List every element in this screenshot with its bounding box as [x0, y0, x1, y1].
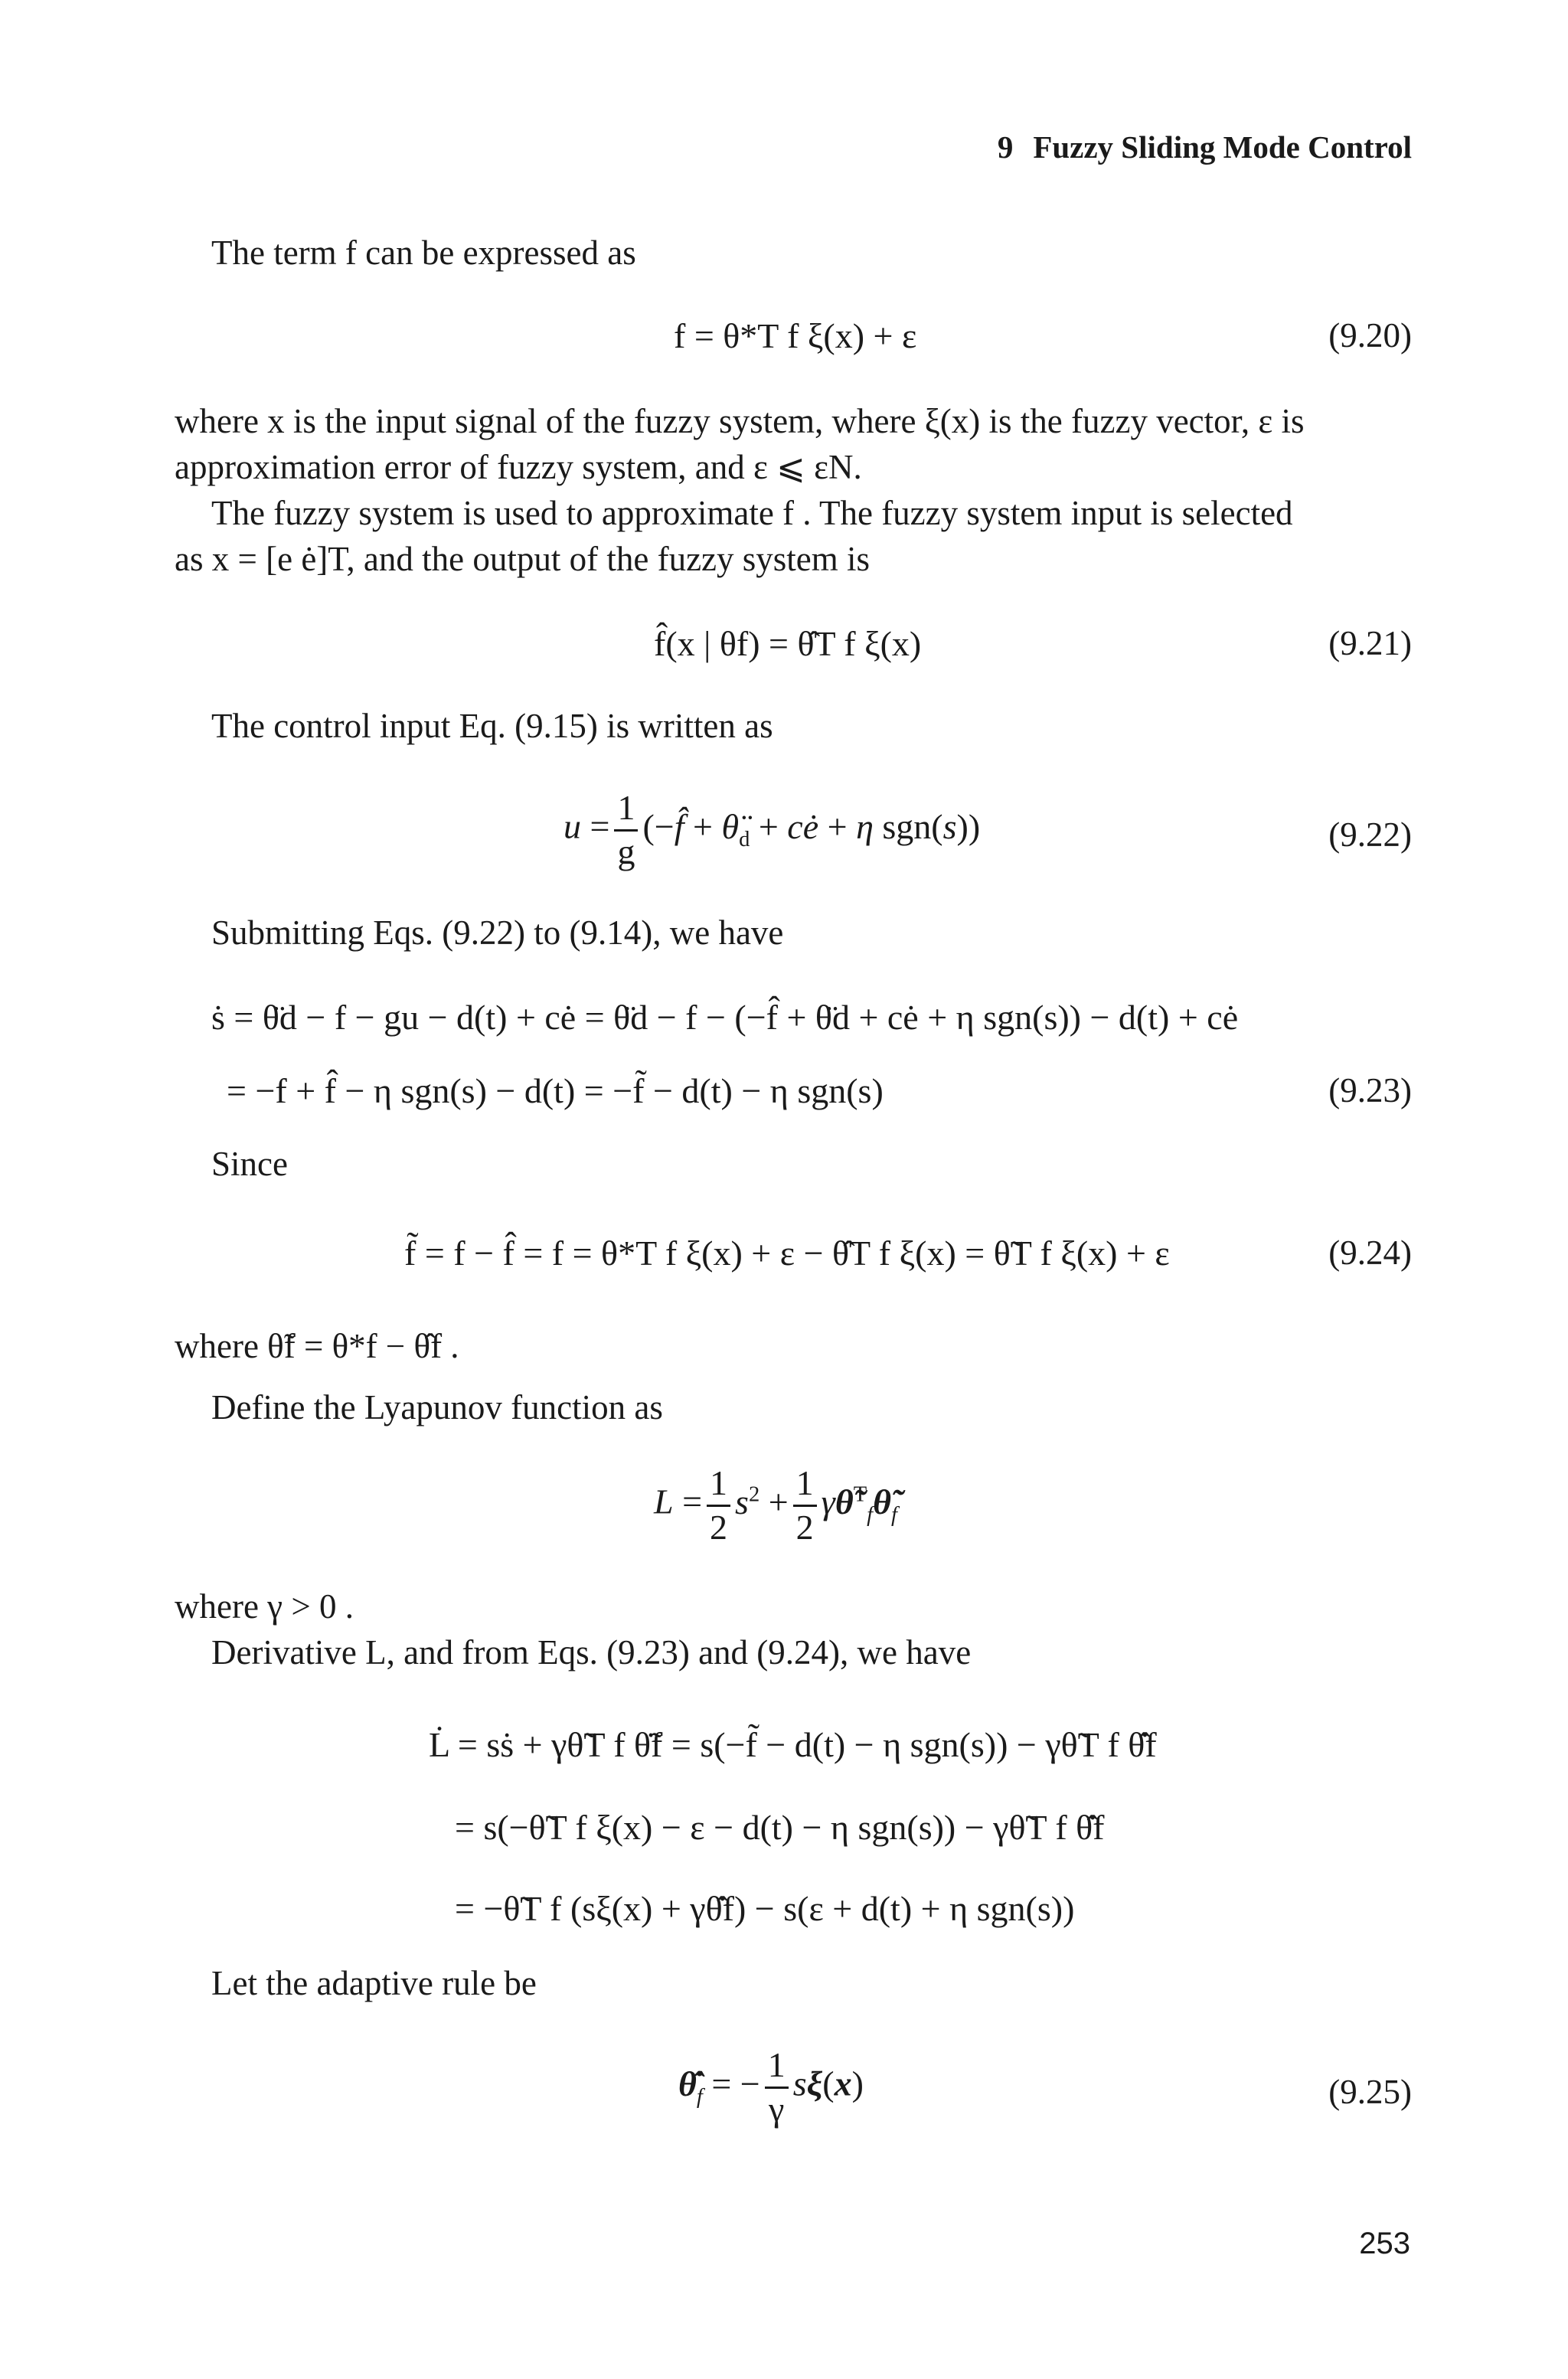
- eq-u-lhs: u =: [564, 806, 610, 846]
- equation-l-dot-line2: = s(−θ̃T f ξ(x) − ε − d(t) − η sgn(s)) − γθ̃T f θ̂̇f: [455, 1808, 1105, 1847]
- paragraph-since: Since: [211, 1145, 288, 1183]
- equation-l-dot-line3: = −θ̃T f (sξ(x) + γθ̂̇f) − s(ε + d(t) + η sgn(s)): [455, 1889, 1075, 1928]
- paragraph-where-gamma: where γ > 0 .: [175, 1587, 354, 1626]
- chapter-title: Fuzzy Sliding Mode Control: [1033, 129, 1412, 165]
- equation-9-25: $\thetâ̇_f$ = − $\frac{1}{\gamma}$ sξ(x): [678, 2045, 864, 2129]
- paragraph-define-lyapunov: Define the Lyapunov function as: [211, 1388, 663, 1426]
- equation-number-9-20: (9.20): [1328, 316, 1412, 355]
- paragraph-where-theta: where θ̃f = θ*f − θ̂f .: [175, 1327, 459, 1365]
- equation-9-20: f = θ*T f ξ(x) + ε: [674, 316, 917, 355]
- paragraph-where-x-line1: where x is the input signal of the fuzzy system, where ξ(x) is the fuzzy vector, ε is: [175, 402, 1305, 440]
- chapter-number: 9: [997, 129, 1014, 165]
- paragraph-submitting: Submitting Eqs. (9.22) to (9.14), we have: [211, 913, 784, 952]
- equation-9-22: [564, 789, 980, 871]
- fraction-one-half-b: $\frac{1}{2}$: [793, 1464, 817, 1547]
- equation-number-9-25: (9.25): [1328, 2073, 1412, 2111]
- paragraph-control-input: The control input Eq. (9.15) is written as: [211, 707, 773, 745]
- equation-number-9-21: (9.21): [1328, 624, 1412, 662]
- paragraph-where-x-line2: approximation error of fuzzy system, and ε ⩽ εN.: [175, 448, 862, 486]
- page-number: 253: [1359, 2227, 1410, 2260]
- equation-9-24: f̃ = f − f̂ = f = θ*T f ξ(x) + ε − θ̂T f ξ(x) = θ̃T f ξ(x) + ε: [404, 1234, 1170, 1273]
- equation-lyapunov: L = $\frac{1}{2}$ $s^2$ + $\frac{1}{2}$ $\gamma\thetã^T_f\thetã_f$: [654, 1463, 897, 1547]
- paragraph-derivative: Derivative L, and from Eqs. (9.23) and (9.24), we have: [211, 1633, 972, 1672]
- eq-u-rhs: (−f̂ + $\thetä_d$ + cė + η sgn(s)): [642, 806, 981, 851]
- running-header: [998, 129, 1412, 165]
- equation-number-9-23: (9.23): [1328, 1071, 1412, 1109]
- paragraph-term-f: The term f can be expressed as: [211, 234, 636, 272]
- paragraph-adaptive-rule: Let the adaptive rule be: [211, 1964, 537, 2002]
- equation-9-23-line1: ṡ = θ̈d − f − gu − d(t) + cė = θ̈d − f − (−f̂ + θ̈d + cė + η sgn(s)) − d(t) + cė: [211, 998, 1239, 1037]
- equation-9-23-line2: = −f + f̂ − η sgn(s) − d(t) = −f̃ − d(t) − η sgn(s): [227, 1071, 884, 1110]
- paragraph-approximate-line2: as x = [e ė]T, and the output of the fuzzy system is: [175, 540, 871, 578]
- equation-9-21: f̂(x | θf) = θ̂T f ξ(x): [654, 624, 922, 663]
- equation-number-9-22: (9.22): [1328, 815, 1412, 854]
- fraction-1-over-gamma: $\frac{1}{\gamma}$: [765, 2046, 789, 2129]
- paragraph-approximate-line1: The fuzzy system is used to approximate f . The fuzzy system input is selected: [211, 494, 1293, 532]
- fraction-1-over-g: $\frac{1}{g}$: [614, 789, 638, 871]
- equation-number-9-24: (9.24): [1328, 1234, 1412, 1272]
- equation-l-dot-line1: L̇ = sṡ + γθ̃T f θ̃̇f = s(−f̃ − d(t) − η sgn(s)) − γθ̃T f θ̂̇f: [429, 1725, 1157, 1764]
- fraction-one-half-a: $\frac{1}{2}$: [707, 1464, 730, 1547]
